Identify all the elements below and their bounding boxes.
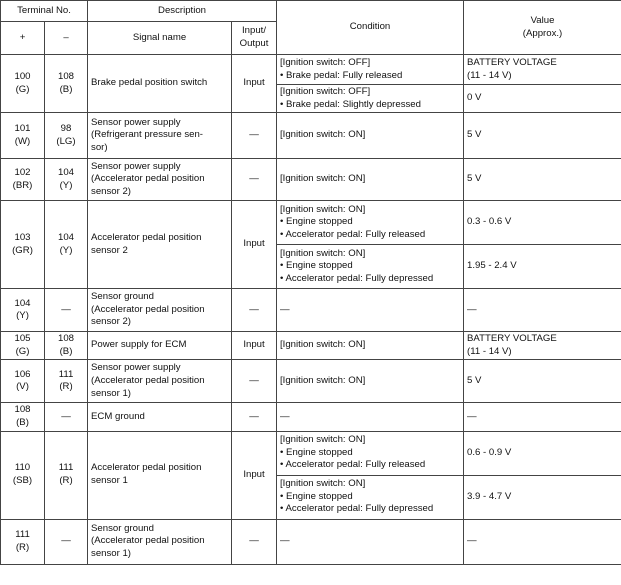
value-cell: 1.95 - 2.4 V (464, 245, 621, 289)
terminal-plus-cell: 111 (R) (1, 519, 45, 564)
value-cell: 5 V (464, 360, 621, 403)
terminal-minus-cell: — (45, 403, 88, 431)
signal-name-cell: Sensor power supply (Accelerator pedal position sensor 1) (88, 360, 232, 403)
condition-header: Condition (277, 1, 464, 55)
input-output-cell: — (232, 403, 277, 431)
terminal-plus-cell: 104 (Y) (1, 289, 45, 332)
table-row (1, 201, 621, 245)
terminal-minus-cell: 111 (R) (45, 431, 88, 519)
condition-cell: [Ignition switch: ON] • Engine stopped • Accelerator pedal: Fully released (277, 201, 464, 245)
condition-cell: — (277, 519, 464, 564)
value-cell: 5 V (464, 113, 621, 159)
input-output-header: Input/ Output (232, 22, 277, 55)
condition-cell: [Ignition switch: ON] (277, 113, 464, 159)
signal-name-cell: ECM ground (88, 403, 232, 431)
condition-cell: [Ignition switch: ON] • Engine stopped • Accelerator pedal: Fully depressed (277, 475, 464, 519)
condition-cell: [Ignition switch: ON] • Engine stopped • Accelerator pedal: Fully depressed (277, 245, 464, 289)
input-output-cell: — (232, 360, 277, 403)
terminal-no-header: Terminal No. (1, 1, 88, 22)
terminal-minus-cell: — (45, 289, 88, 332)
table-row (1, 55, 621, 85)
condition-cell: — (277, 289, 464, 332)
condition-cell: — (277, 403, 464, 431)
table-row (1, 360, 621, 403)
value-cell: 0.6 - 0.9 V (464, 431, 621, 475)
terminal-minus-cell: 108 (B) (45, 55, 88, 113)
value-cell: 0 V (464, 85, 621, 113)
minus-header: – (45, 22, 88, 55)
terminal-plus-cell: 108 (B) (1, 403, 45, 431)
terminal-minus-cell: 104 (Y) (45, 159, 88, 201)
terminal-plus-cell: 102 (BR) (1, 159, 45, 201)
terminal-minus-cell: — (45, 519, 88, 564)
terminal-minus-cell: 108 (B) (45, 332, 88, 360)
table-row (1, 431, 621, 475)
value-header: Value (Approx.) (464, 1, 621, 55)
value-cell: — (464, 289, 621, 332)
input-output-cell: — (232, 159, 277, 201)
signal-name-cell: Sensor ground (Accelerator pedal position sensor 1) (88, 519, 232, 564)
terminal-minus-cell: 111 (R) (45, 360, 88, 403)
input-output-cell: Input (232, 431, 277, 519)
condition-cell: [Ignition switch: ON] • Engine stopped • Accelerator pedal: Fully released (277, 431, 464, 475)
input-output-cell: Input (232, 55, 277, 113)
input-output-cell: — (232, 113, 277, 159)
value-cell: — (464, 403, 621, 431)
input-output-cell: Input (232, 332, 277, 360)
table-row (1, 113, 621, 159)
terminal-plus-cell: 105 (G) (1, 332, 45, 360)
value-cell: BATTERY VOLTAGE (11 - 14 V) (464, 55, 621, 85)
signal-name-cell: Sensor power supply (Refrigerant pressure sen- sor) (88, 113, 232, 159)
signal-name-cell: Brake pedal position switch (88, 55, 232, 113)
value-cell: 3.9 - 4.7 V (464, 475, 621, 519)
input-output-cell: — (232, 519, 277, 564)
terminal-minus-cell: 104 (Y) (45, 201, 88, 289)
table-row (1, 403, 621, 431)
condition-cell: [Ignition switch: ON] (277, 332, 464, 360)
description-header: Description (88, 1, 277, 22)
terminal-plus-cell: 103 (GR) (1, 201, 45, 289)
table-row (1, 519, 621, 564)
table-row (1, 289, 621, 332)
signal-name-header: Signal name (88, 22, 232, 55)
input-output-cell: — (232, 289, 277, 332)
value-cell: 5 V (464, 159, 621, 201)
value-cell: — (464, 519, 621, 564)
plus-header: + (1, 22, 45, 55)
terminal-plus-cell: 100 (G) (1, 55, 45, 113)
value-cell: BATTERY VOLTAGE (11 - 14 V) (464, 332, 621, 360)
condition-cell: [Ignition switch: OFF] • Brake pedal: Slightly depressed (277, 85, 464, 113)
terminal-plus-cell: 106 (V) (1, 360, 45, 403)
signal-name-cell: Sensor ground (Accelerator pedal position sensor 2) (88, 289, 232, 332)
signal-name-cell: Sensor power supply (Accelerator pedal position sensor 2) (88, 159, 232, 201)
table-header (1, 1, 621, 55)
table-body (1, 55, 621, 565)
terminal-minus-cell: 98 (LG) (45, 113, 88, 159)
signal-name-cell: Power supply for ECM (88, 332, 232, 360)
table-row (1, 159, 621, 201)
terminal-plus-cell: 110 (SB) (1, 431, 45, 519)
signal-name-cell: Accelerator pedal position sensor 1 (88, 431, 232, 519)
value-cell: 0.3 - 0.6 V (464, 201, 621, 245)
table-row (1, 332, 621, 360)
input-output-cell: Input (232, 201, 277, 289)
condition-cell: [Ignition switch: ON] (277, 159, 464, 201)
condition-cell: [Ignition switch: ON] (277, 360, 464, 403)
terminal-plus-cell: 101 (W) (1, 113, 45, 159)
condition-cell: [Ignition switch: OFF] • Brake pedal: Fully released (277, 55, 464, 85)
signal-name-cell: Accelerator pedal position sensor 2 (88, 201, 232, 289)
